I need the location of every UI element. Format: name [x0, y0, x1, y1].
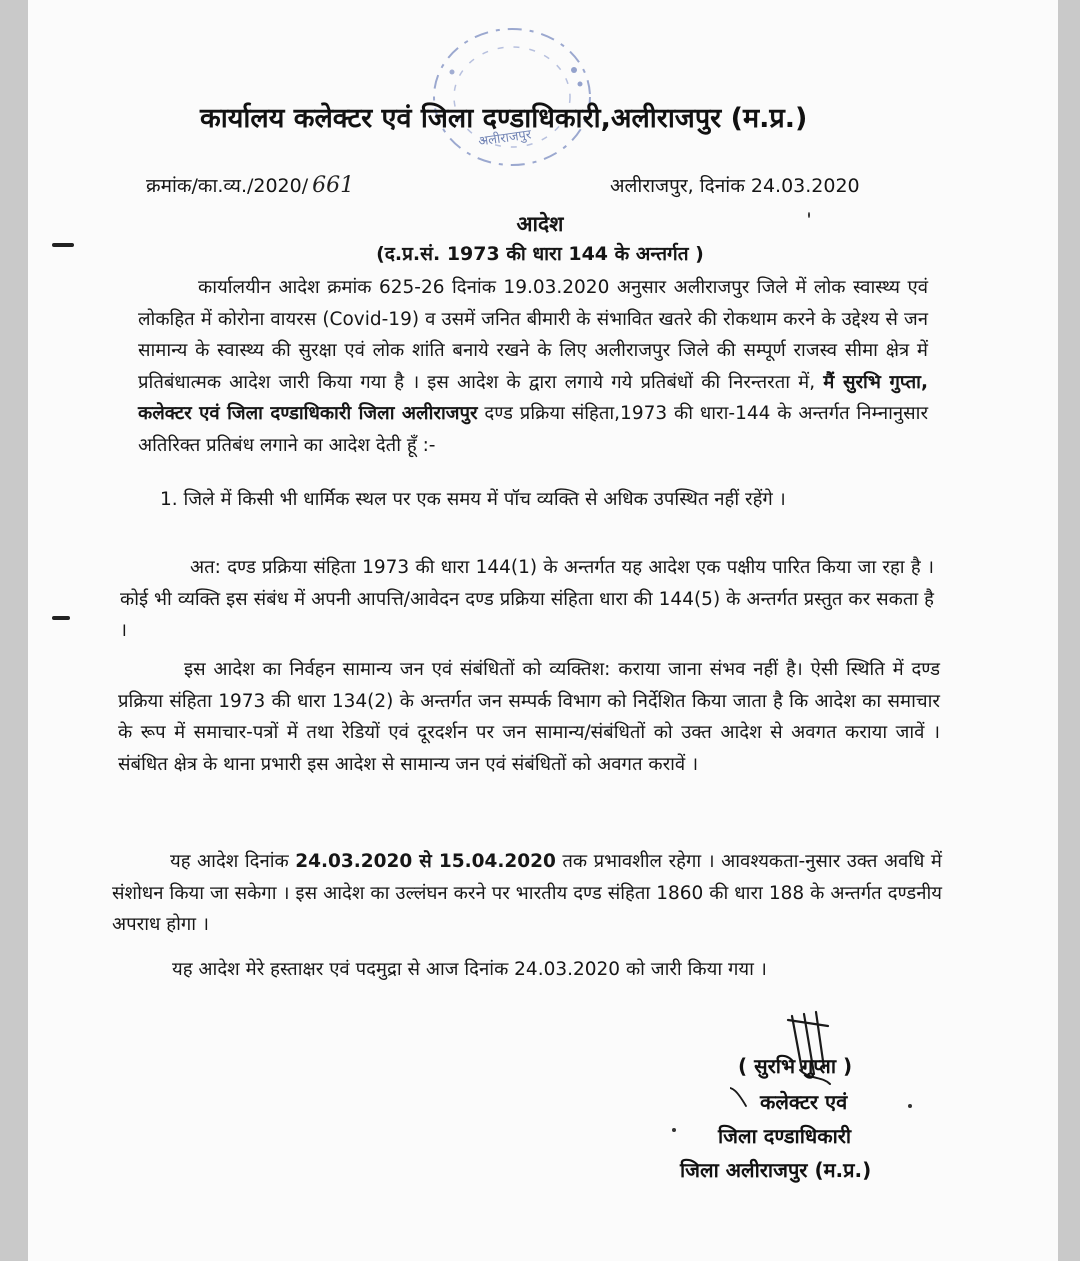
list-item-1: 1. जिले में किसी भी धार्मिक स्थल पर एक समय में पॉच व्यक्ति से अधिक उपस्थित नहीं रहेंगे । — [160, 489, 786, 510]
office-seal-stamp — [412, 12, 612, 182]
stamp-text: अलीराजपुर — [477, 127, 533, 150]
intro-text-bold: मैं सुरभि गुप्ता, कलेक्टर एवं जिला दण्डाधिकारी जिला अलीराजपुर — [138, 371, 928, 424]
validity-dates: 24.03.2020 से 15.04.2020 — [295, 851, 556, 872]
place-date: अलीराजपुर, दिनांक 24.03.2020 — [610, 175, 860, 197]
office-title: कार्यालय कलेक्टर एवं जिला दण्डाधिकारी,अलीराजपुर (म.प्र.) — [200, 103, 808, 134]
ink-dot — [908, 1104, 912, 1108]
order-subheading: (द.प्र.सं. 1973 की धारा 144 के अन्तर्गत ) — [376, 243, 704, 265]
reference-number — [146, 172, 354, 198]
intro-paragraph — [138, 272, 928, 461]
intro-text-1: कार्यालयीन आदेश क्रमांक 625-26 दिनांक 19.03.2020 अनुसार अलीराजपुर जिले में लोक स्वास्थ्य एवं लोकहित में कोरोना वायरस (Covid-19) व उसमें जनित बीमारी के संभावित खतरे की रोकथाम करने के उद्देश्य से जन सामान्य के स्वास्थ्य की सुरक्षा एवं लोक शांति बनाये रखने के लिए अलीराजपुर जिले की सम्पूर्ण राजस्व सीमा क्षेत्र में प्रतिबंधात्मक आदेश जारी किया गया है । इस आदेश के द्वारा लगाये गये प्रतिबंधों की निरन्तरता में, — [138, 277, 928, 393]
ink-dot — [808, 212, 810, 218]
order-heading: आदेश — [516, 212, 564, 236]
signatory-designation-3: जिला अलीराजपुर (म.प्र.) — [680, 1158, 872, 1182]
validity-text-2: तक प्रभावशील रहेगा । आवश्यकता-नुसार उक्त अवधि में संशोधन किया जा सकेगा । इस आदेश का उल्लंघन करने पर भारतीय दण्ड संहिता 1860 की धारा 188 के अन्तर्गत दण्डनीय अपराध होगा । — [112, 851, 942, 935]
intro-text-2: दण्ड प्रक्रिया संहिता,1973 की धारा-144 के अन्तर्गत निम्नानुसार अतिरिक्त प्रतिबंध लगाने का आदेश देती हूँ :- — [138, 403, 929, 456]
reference-number-label: क्रमांक/का.व्य./2020/ — [146, 175, 309, 197]
validity-paragraph — [112, 846, 942, 941]
exparte-paragraph: अत: दण्ड प्रक्रिया संहिता 1973 की धारा 144(1) के अन्तर्गत यह आदेश एक पक्षीय पारित किया जा रहा है । कोई भी व्यक्ति इस संबंध में अपनी आपत्ति/आवेदन दण्ड प्रक्रिया संहिता धारा की 144(5) के अन्तर्गत प्रस्तुत कर सकता है । — [120, 557, 934, 641]
ink-dot — [672, 1128, 676, 1132]
reference-number-value: 661 — [312, 173, 355, 198]
signatory-designation-1: कलेक्टर एवं — [760, 1090, 848, 1114]
validity-text-1: यह आदेश दिनांक — [170, 851, 289, 872]
publicity-paragraph: इस आदेश का निर्वहन सामान्य जन एवं संबंधितों को व्यक्तिश: कराया जाना संभव नहीं है। ऐसी स्थिति में दण्ड प्रक्रिया संहिता 1973 की धारा 134(2) के अन्तर्गत जन सम्पर्क विभाग को निर्देशित किया जाता है कि आदेश का समाचार के रूप में समाचार-पत्रों में तथा रेडियों एवं दूरदर्शन पर जन सामान्य/संबंधितों को उक्त आदेश से अवगत कराया जावें । संबंधित क्षेत्र के थाना प्रभारी इस आदेश से सामान्य जन एवं संबंधितों को अवगत करावें । — [118, 659, 940, 775]
signatory-name: ( सुरभि गुप्ता ) — [738, 1054, 853, 1078]
margin-mark — [52, 616, 70, 620]
signatory-designation-2: जिला दण्डाधिकारी — [718, 1124, 852, 1148]
issue-paragraph: यह आदेश मेरे हस्ताक्षर एवं पदमुद्रा से आज दिनांक 24.03.2020 को जारी किया गया । — [172, 959, 767, 980]
